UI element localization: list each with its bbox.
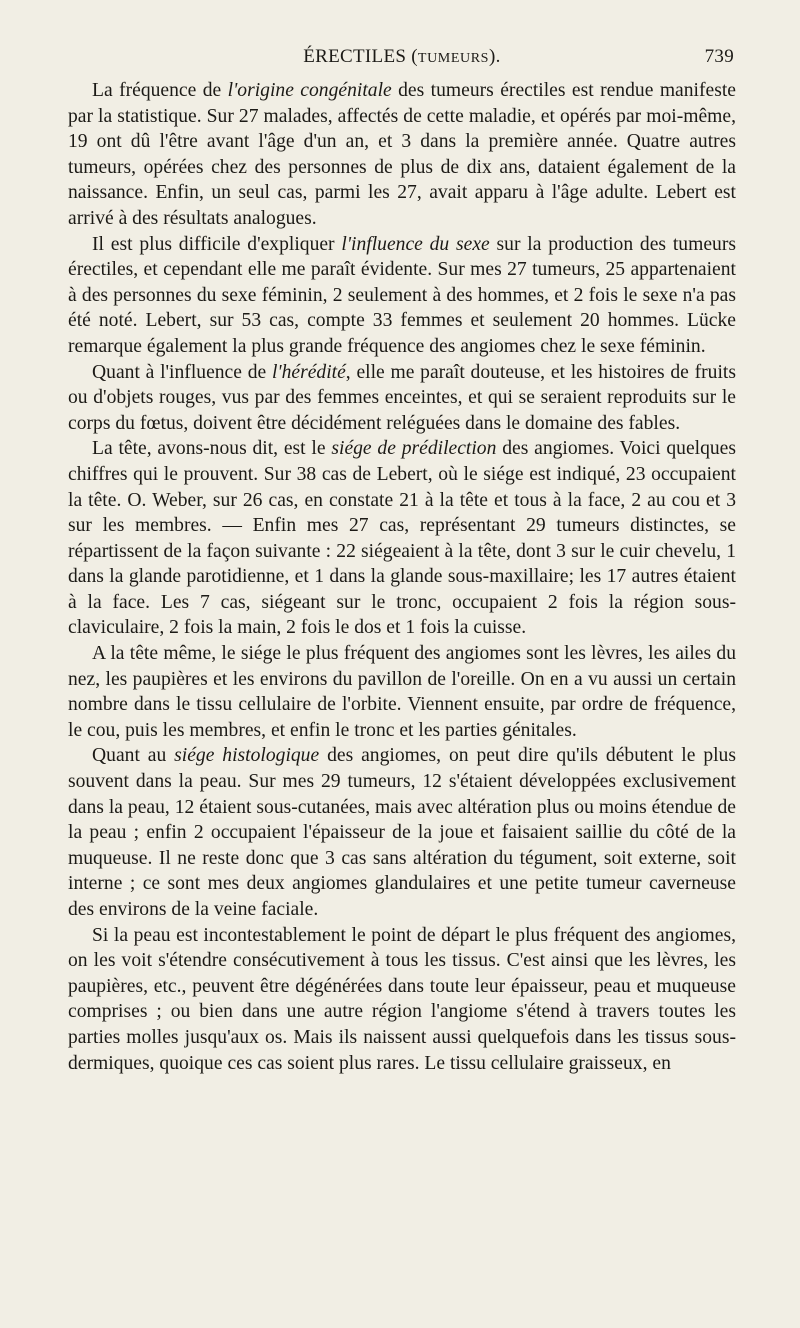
text-run: Quant à l'influence de <box>92 361 272 383</box>
body-text <box>68 78 736 1076</box>
text-run: sur la production des tumeurs érectiles, et cependant elle me paraît évidente. Sur mes 27 tumeurs, 25 appartenaient à des personnes du sexe féminin, 2 seulement à des hommes, et 2 fois le sexe n'a pas été noté. Lebert, sur 53 cas, compte 33 femmes et seulement 20 hommes. Lücke remarque également la plus grande fréquence des angiomes chez le sexe féminin. <box>68 233 736 357</box>
paragraph-tete <box>68 641 736 743</box>
paragraph-sexe <box>68 232 736 360</box>
running-header <box>68 42 736 78</box>
text-run: La fréquence de <box>92 80 228 101</box>
text-run: des angiomes, on peut dire qu'ils débutent le plus souvent dans la peau. Sur mes 29 tumeurs, 12 s'étaient développées exclusivement dans la peau, 12 étaient sous-cutanées, mais avec altération plus ou moins étendue de la peau ; enfin 2 occupaient l'épaisseur de la joue et faisaient saillie du côté de la muqueuse. Il ne reste donc que 3 cas sans altération du tégument, soit externe, soit interne ; ce sont mes deux angiomes glandulaires et une petite tumeur caverneuse des environs de la veine faciale. <box>68 745 736 920</box>
paragraph-siege-predilection <box>68 436 736 641</box>
text-run: Quant au <box>92 745 175 767</box>
page-number: 739 <box>704 46 734 67</box>
italic-term: l'hérédité <box>271 361 346 383</box>
running-title-small-caps: TUMEURS <box>417 51 490 66</box>
text-run: Il est plus difficile d'expliquer <box>92 233 342 255</box>
running-title-end: ). <box>489 46 501 67</box>
italic-term: l'influence du sexe <box>341 233 490 255</box>
text-run: A la tête même, le siége le plus fréquent des angiomes sont les lèvres, les ailes du nez, les paupières et les environs du pavillon de l'oreille. On en a vu aussi un certain nombre dans le tissu cellulaire de l'orbite. Viennent ensuite, par ordre de fréquence, le cou, puis les membres, et enfin le tronc et les parties génitales. <box>68 643 736 741</box>
running-title-main: ÉRECTILES ( <box>303 46 418 67</box>
italic-term: siége histologique <box>174 745 320 767</box>
paragraph-siege-histologique <box>68 743 736 922</box>
text-run: des tumeurs érectiles est rendue manifeste par la statistique. Sur 27 malades, affectés de cette maladie, et opérés par moi-même, 19 ont dû l'être avant l'âge d'un an, et 3 dans la première année. Quatre autres tumeurs, opérées chez des personnes de plus de dix ans, dataient également de la naissance. Enfin, un seul cas, parmi les 27, avait apparu à l'âge adulte. Lebert est arrivé à des résultats analogues. <box>68 80 736 229</box>
italic-term: l'origine congénitale <box>227 80 392 101</box>
text-run: La tête, avons-nous dit, est le <box>92 438 332 460</box>
paragraph-heredite <box>68 360 736 437</box>
running-title <box>68 46 736 68</box>
italic-term: siége de prédilection <box>331 438 497 460</box>
text-run: Si la peau est incontestablement le point de départ le plus fréquent des angiomes, on les voit s'étendre consécutivement à tous les tissus. C'est ainsi que les lèvres, les paupières, etc., peuvent être dégénérées dans toute leur épaisseur, peau et muqueuse comprises ; ou bien dans une autre région l'angiome s'étend à travers toutes les parties molles jusqu'aux os. Mais ils naissent aussi quelquefois dans les tissus sous-dermiques, quoique ces cas soient plus rares. Le tissu cellulaire graisseux, en <box>68 924 736 1074</box>
paragraph-origin <box>68 78 736 232</box>
text-run: des angiomes. Voici quelques chiffres qui le prouvent. Sur 38 cas de Lebert, où le siége est indiqué, 23 occupaient la tête. O. Weber, sur 26 cas, en constate 21 à la tête et tous à la face, 2 au cou et 3 sur les membres. — Enfin mes 27 cas, représentant 29 tumeurs distinctes, se répartissent de la façon suivante : 22 siégeaient à la tête, dont 3 sur le cuir chevelu, 1 dans la glande parotidienne, et 1 dans la glande sous-maxillaire; les 17 autres étaient à la face. Les 7 cas, siégeant sur le tronc, occupaient 2 fois la région sous-claviculaire, 2 fois la main, 2 fois le dos et 1 fois la cuisse. <box>68 438 736 639</box>
text-run: , elle me paraît douteuse, et les histoires de fruits ou d'objets rouges, vus par des femmes enceintes, et qui se seraient reproduits sur le corps du fœtus, doivent être décidément reléguées dans le domaine des fables. <box>68 361 736 434</box>
paragraph-peau <box>68 923 736 1077</box>
